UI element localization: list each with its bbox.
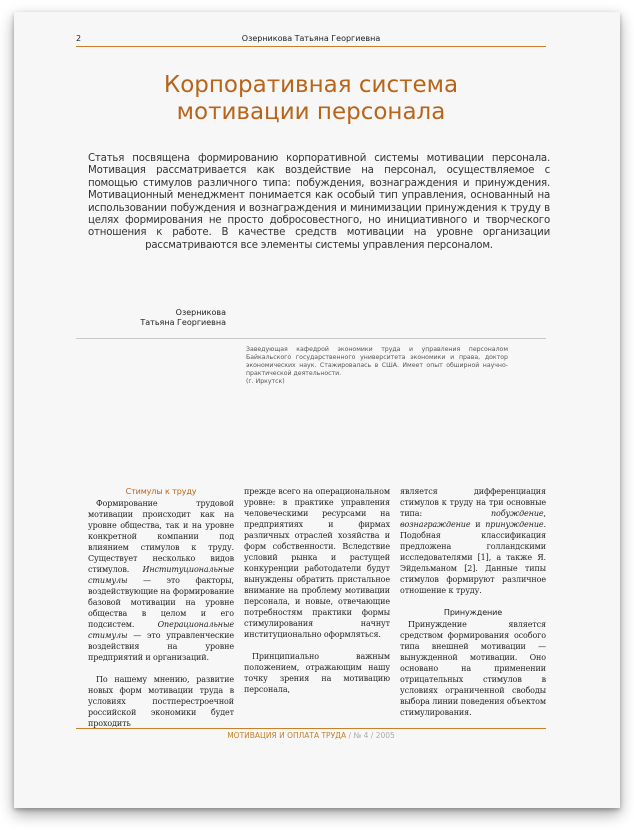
emphasis: вознаграждение [400, 520, 471, 529]
author-bio [246, 346, 508, 386]
paragraph: прежде всего на операциональном уровне: в практике управления человеческими ресурсами на предприятиях и фирмах различных отраслей хозяйства и форм собственности. Вследствие условий рынка и растущей конкуренции работодатели будут вынуждены обратить пристальное внимание на проблему мотивации персонала, и новые, отвечающие потребностям практики формы стимулирования начнут институционально оформляться. [244, 487, 390, 639]
page-number: 2 [76, 34, 82, 43]
body-column-3 [400, 486, 546, 718]
paragraph: По нашему мнению, развитие новых форм мотивации труда в условиях постперестроечной российской экономики будет проходить [88, 675, 234, 728]
paragraph [400, 486, 546, 596]
article-title-line2: мотивации персонала [176, 99, 446, 125]
running-header [76, 32, 546, 47]
paragraph [88, 498, 234, 663]
author-bio-text: Заведующая кафедрой экономики труда и управления персоналом Байкальского государственного университета экономики и права, доктор экономических наук. Стажировалась в США. Имеет опыт обширной научно-практической деятельности. [246, 346, 508, 377]
running-title: Озерникова Татьяна Георгиевна [241, 34, 381, 43]
text-run: — это факторы, воздействующие на формирование базовой мотивации на уровне общества в целом и его подсистем. [88, 576, 234, 629]
emphasis: принуждение [485, 520, 544, 529]
section-title-stimuli: Стимулы к труду [125, 487, 197, 496]
page-footer [76, 728, 546, 743]
article-title-line1: Корпоративная система [163, 72, 459, 98]
paragraph: Принуждение является средством формирования особого типа внешней мотивации — вынужденной мотивации. Оно основано на применении отрицательных стимулов в условиях ограниченной свободы выбора линии поведения объектом стимулирования. [400, 620, 547, 717]
section-title-coercion: Принуждение [443, 608, 503, 617]
emphasis: Операциональные стимулы [88, 620, 234, 640]
text-run: является дифференциация стимулов к труду на три основные типа: [400, 487, 546, 518]
author-name [76, 308, 226, 328]
body-column-1 [88, 486, 234, 729]
footer-issue: / № 4 / 2005 [346, 731, 395, 740]
author-city: (г. Иркутск) [246, 378, 285, 385]
author-divider [76, 338, 546, 339]
text-run: — это управленческие воздействия на уровне предприятий и организаций. [88, 631, 234, 662]
article-abstract: Статья посвящена формированию корпоративной системы мотивации персонала. Мотивация рассматривается как воздействие на персонал, осуществляемое с помощью стимулов различного типа: побуждения, вознаграждения и принуждения. Мотивационный менеджмент понимается как особый тип управления, основанный на использовании побуждения и вознаграждения и минимизации принуждения к труду в целях формирования не просто добросовестного, но инициативного и творческого отношения к работе. В качестве средств мотивации на уровне организации рассматриваются все элементы системы управления персоналом. [88, 153, 550, 251]
footer-journal: МОТИВАЦИЯ И ОПЛАТА ТРУДА [227, 731, 347, 740]
article-title [76, 72, 546, 126]
author-surname: Озерникова [175, 308, 226, 317]
author-given-name: Татьяна Георгиевна [140, 318, 226, 327]
paragraph: Принципиально важным положением, отражающим нашу точку зрения на мотивацию персонала, [244, 652, 390, 694]
text-run: Формирование трудовой мотивации происходит как на уровне общества, так и на уровне конкретной компании под влиянием стимулов к труду. Существует несколько видов стимулов. [88, 499, 234, 574]
text-run: . Подобная классификация предложена голландскими исследователями [1], а также Я. Эйдельманом [2]. Данные типы стимулов формируют различное отношение к труду. [400, 520, 546, 595]
text-run: и [470, 520, 486, 529]
emphasis: побуждение [490, 509, 544, 518]
text-run: , [543, 509, 546, 518]
body-column-2 [244, 486, 390, 695]
emphasis: Институциональные стимулы [88, 565, 234, 585]
